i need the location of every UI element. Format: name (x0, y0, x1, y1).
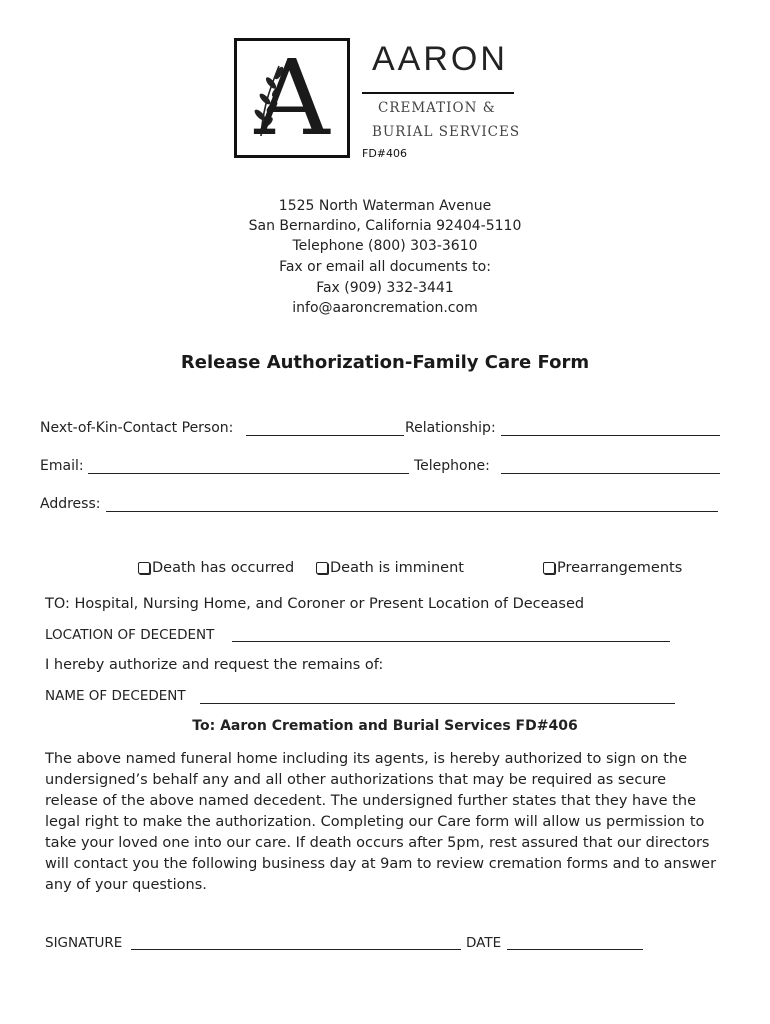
paragraph-line: any of your questions. (45, 877, 207, 893)
email-label: Email: (40, 458, 84, 474)
relationship-label: Relationship: (405, 420, 496, 436)
page-title: Release Authorization-Family Care Form (180, 352, 590, 373)
funeral-home-line: To: Aaron Cremation and Burial Services FD#406 (192, 718, 578, 734)
checkbox-prearrangements-label: Prearrangements (557, 560, 683, 576)
checkbox-icon[interactable] (316, 562, 328, 574)
checkbox-death-imminent[interactable] (316, 560, 464, 576)
contact-person-field[interactable] (246, 435, 404, 436)
address-line-1: 1525 North Waterman Avenue (278, 198, 492, 214)
address-field[interactable] (106, 511, 718, 512)
to-recipient-line: TO: Hospital, Nursing Home, and Coroner or Present Location of Deceased (45, 596, 585, 612)
location-label: LOCATION OF DECEDENT (45, 627, 215, 643)
date-field[interactable] (507, 949, 643, 950)
email-field[interactable] (88, 473, 409, 474)
paragraph-line: will contact you the following business day at 9am to review cremation forms and to answer (45, 856, 717, 872)
checkbox-death-imminent-label: Death is imminent (330, 560, 464, 576)
paragraph-line: undersigned’s behalf any and all other authorizations that may be required as secure (45, 772, 667, 788)
brand-subtitle-1: CREMATION & (378, 100, 496, 116)
checkbox-death-occurred[interactable] (138, 560, 294, 576)
paragraph-line: take your loved one into our care. If death occurs after 5pm, rest assured that our directors (45, 835, 710, 851)
brand-divider (362, 92, 514, 94)
contact-person-label: Next-of-Kin-Contact Person: (40, 420, 234, 436)
signature-label: SIGNATURE (45, 935, 123, 951)
address-fax: Fax (909) 332-3441 (316, 280, 454, 296)
brand-fd-number: FD#406 (362, 147, 408, 160)
checkbox-icon[interactable] (543, 562, 555, 574)
brand-subtitle-2: BURIAL SERVICES (372, 124, 521, 140)
brand-name: AARON (372, 40, 508, 78)
address-label: Address: (40, 496, 101, 512)
paragraph-line: release of the above named decedent. The undersigned further states that they have the (45, 793, 697, 809)
paragraph-line: The above named funeral home including its agents, is hereby authorized to sign on the (45, 751, 688, 767)
address-fax-note: Fax or email all documents to: (279, 259, 491, 275)
date-label: DATE (466, 935, 502, 951)
signature-field[interactable] (131, 949, 461, 950)
address-telephone: Telephone (800) 303-3610 (292, 238, 478, 254)
telephone-label: Telephone: (414, 458, 490, 474)
relationship-field[interactable] (501, 435, 720, 436)
decedent-name-label: NAME OF DECEDENT (45, 688, 186, 704)
location-field[interactable] (232, 641, 670, 642)
logo-mark (234, 38, 350, 158)
paragraph-line: legal right to make the authorization. Completing our Care form will allow us permission to (45, 814, 705, 830)
decedent-name-field[interactable] (200, 703, 675, 704)
checkbox-death-occurred-label: Death has occurred (152, 560, 295, 576)
authorize-text: I hereby authorize and request the remains of: (45, 657, 384, 673)
authorization-paragraph (45, 749, 735, 896)
telephone-field[interactable] (501, 473, 720, 474)
checkbox-icon[interactable] (138, 562, 150, 574)
logo-letter: A (254, 37, 330, 159)
address-line-2: San Bernardino, California 92404-5110 (248, 218, 522, 234)
checkbox-prearrangements[interactable] (543, 560, 682, 576)
address-email: info@aaroncremation.com (292, 300, 478, 316)
